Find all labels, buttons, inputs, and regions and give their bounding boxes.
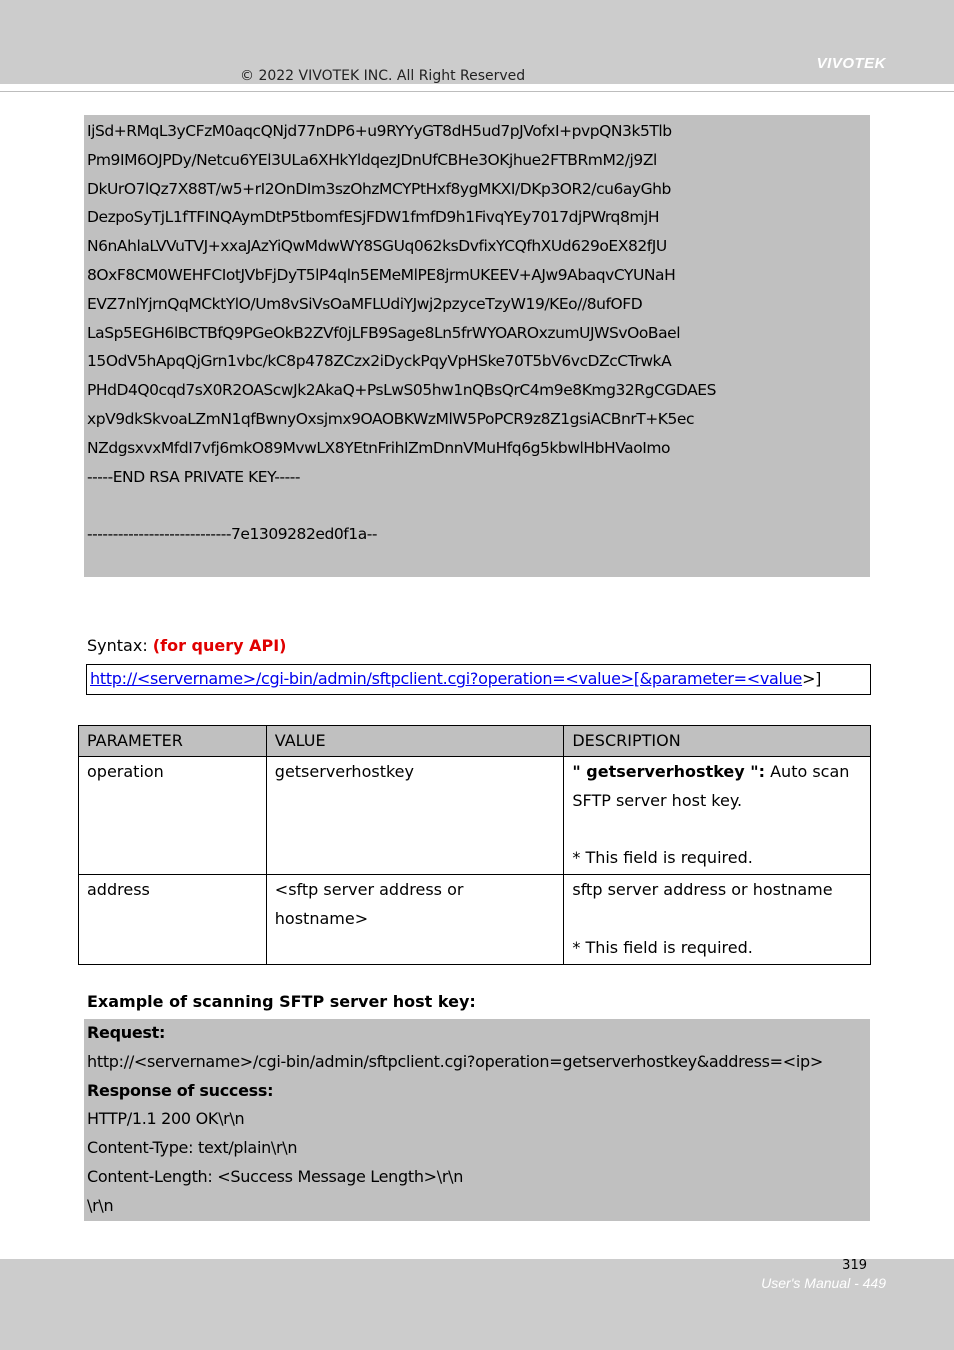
example-title: Example of scanning SFTP server host key:: [87, 992, 476, 1011]
response-line: \r\n: [87, 1195, 114, 1215]
brand-logo-text: VIVOTEK: [816, 55, 886, 72]
code-line: PHdD4Q0cqd7sX0R2OAScwJk2AkaQ+PsLwS05hw1nQBsQrC4m9e8Kmg32RgCGDAES: [87, 381, 717, 400]
code-line: -----END RSA PRIVATE KEY-----: [87, 467, 301, 486]
syntax-url-tail: >]: [802, 669, 822, 688]
header-description: DESCRIPTION: [564, 726, 871, 757]
description-text: Auto scan SFTP server host key.: [572, 762, 850, 810]
code-block: [84, 115, 870, 577]
header-divider: [0, 91, 954, 92]
table-header-row: [79, 726, 871, 757]
parameter-table: [78, 725, 871, 965]
request-label: Request:: [87, 1023, 166, 1042]
example-block: [84, 1019, 870, 1221]
request-url: http://<servername>/cgi-bin/admin/sftpclient.cgi?operation=getserverhostkey&address=<ip>: [87, 1051, 823, 1071]
table-row: [79, 757, 871, 875]
syntax-url-box: [86, 664, 871, 695]
table-row: [79, 875, 871, 964]
header-value: VALUE: [266, 726, 564, 757]
response-line: HTTP/1.1 200 OK\r\n: [87, 1109, 245, 1129]
code-line: LaSp5EGH6lBCTBfQ9PGeOkB2ZVf0jLFB9Sage8Ln5frWYOAROxzumUJWSvOoBael: [87, 323, 681, 342]
manual-page-label: User's Manual - 449: [761, 1275, 886, 1291]
cell-description: [564, 757, 871, 875]
cell-parameter: operation: [79, 757, 267, 875]
code-line: N6nAhlaLVVuTVJ+xxaJAzYiQwMdwWY8SGUq062ksDvfixYCQfhXUd629oEX82fJU: [87, 237, 667, 256]
response-line: Content-Length: <Success Message Length>\r\n: [87, 1166, 464, 1186]
page-footer: [0, 1259, 954, 1350]
cell-value: <sftp server address or hostname>: [266, 875, 564, 964]
required-note: * This field is required.: [572, 848, 753, 868]
cell-parameter: address: [79, 875, 267, 964]
copyright-text: © 2022 VIVOTEK INC. All Right Reserved: [240, 68, 526, 84]
cell-value: getserverhostkey: [266, 757, 564, 875]
syntax-url-link[interactable]: http://<servername>/cgi-bin/admin/sftpclient.cgi?operation=<value>[&parameter=<value: [90, 669, 803, 688]
code-line: [87, 491, 867, 520]
syntax-heading: [87, 636, 286, 655]
code-line: 8OxF8CM0WEHFCIotJVbFjDyT5lP4qln5EMeMlPE8jrmUKEEV+AJw9AbaqvCYUNaH: [87, 265, 676, 284]
code-line: IjSd+RMqL3yCFzM0aqcQNjd77nDP6+u9RYYyGT8dH5ud7pJVofxI+pvpQN3k5Tlb: [87, 122, 672, 140]
code-line: DkUrO7lQz7X88T/w5+rI2OnDIm3szOhzMCYPtHxf8ygMKXI/DKp3OR2/cu6ayGhb: [87, 179, 671, 198]
required-note: * This field is required.: [572, 937, 753, 957]
description-keyword: " getserverhostkey ":: [572, 762, 766, 781]
response-line: Content-Type: text/plain\r\n: [87, 1138, 298, 1158]
code-line: Pm9IM6OJPDy/Netcu6YEl3ULa6XHkYldqezJDnUfCBHe3OKjhue2FTBRmM2/j9Zl: [87, 150, 657, 169]
code-line: DezpoSyTjL1fTFINQAymDtP5tbomfESjFDW1fmfD9h1FivqYEy7017djPWrq8mjH: [87, 208, 660, 227]
description-text: sftp server address or hostname: [572, 880, 833, 900]
header-parameter: PARAMETER: [79, 726, 267, 757]
syntax-label: Syntax:: [87, 636, 153, 655]
syntax-qualifier: (for query API): [152, 636, 287, 655]
code-line: ----------------------------7e1309282ed0f1a--: [87, 525, 378, 544]
response-label: Response of success:: [87, 1080, 274, 1100]
page-number: 319: [842, 1258, 867, 1273]
code-line: xpV9dkSkvoaLZmN1qfBwnyOxsjmx9OAOBKWzMlW5PoPCR9z8Z1gsiACBnrT+K5ec: [87, 409, 695, 428]
code-line: 15OdV5hApqQjGrn1vbc/kC8p478ZCzx2iDyckPqyVpHSke70T5bV6vcDZcCTrwkA: [87, 352, 672, 371]
code-line: EVZ7nlYjrnQqMCktYlO/Um8vSiVsOaMFLUdiYJwj2pzyceTzyW19/KEo//8ufOFD: [87, 294, 643, 313]
cell-description: [564, 875, 871, 964]
code-line: NZdgsxvxMfdI7vfj6mkO89MvwLX8YEtnFrihIZmDnnVMuHfq6g5kbwlHbHVaoImo: [87, 438, 671, 457]
